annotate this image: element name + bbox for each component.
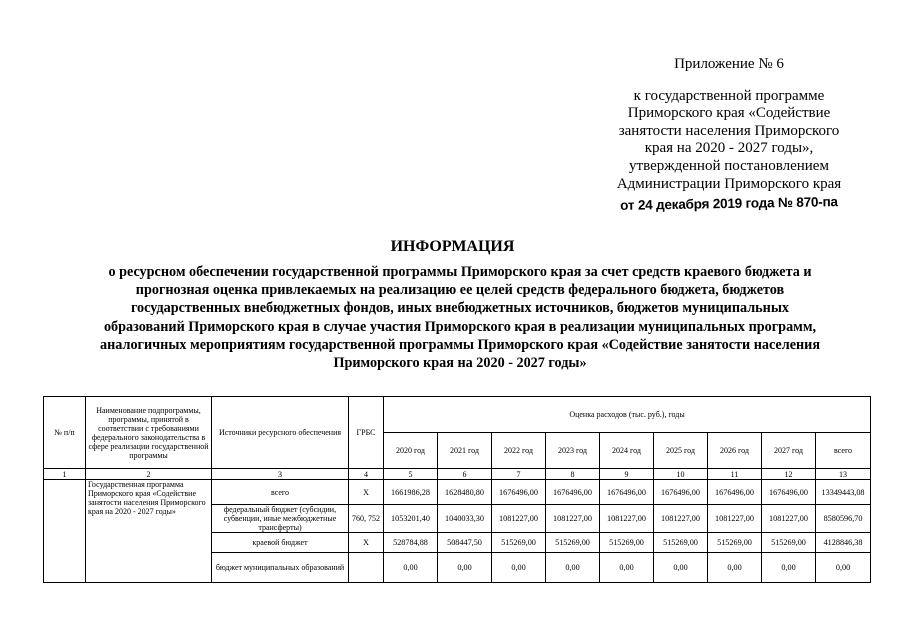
total-cell: 0,00	[816, 553, 871, 583]
column-index: 13	[816, 469, 871, 480]
value-cell: 0,00	[654, 553, 708, 583]
column-index: 6	[438, 469, 492, 480]
grbs-cell: X	[349, 533, 384, 553]
approval-block	[604, 56, 854, 213]
column-index: 1	[44, 469, 86, 480]
row-number-cell	[44, 480, 86, 583]
value-cell: 0,00	[600, 553, 654, 583]
document-title: ИНФОРМАЦИЯ	[390, 238, 515, 255]
value-cell: 515269,00	[708, 533, 762, 553]
column-index: 5	[384, 469, 438, 480]
approval-line: занятости населения Приморского	[618, 122, 840, 139]
value-cell: 515269,00	[546, 533, 600, 553]
value-cell: 515269,00	[654, 533, 708, 553]
resource-table	[43, 396, 871, 583]
header-year: 2024 год	[600, 433, 654, 469]
grbs-cell: X	[349, 480, 384, 505]
column-index: 8	[546, 469, 600, 480]
column-index: 3	[212, 469, 349, 480]
approval-date-stamp: от 24 декабря 2019 года № 870-па	[620, 194, 838, 214]
header-name: Наименование подпрограммы, программы, принятой в соответствии с требованиями федерального законодательства в сфере реализации государственной программы	[86, 397, 212, 469]
table-row	[44, 480, 871, 505]
column-index: 9	[600, 469, 654, 480]
grbs-cell	[349, 553, 384, 583]
value-cell: 0,00	[546, 553, 600, 583]
column-index: 4	[349, 469, 384, 480]
header-source: Источники ресурсного обеспечения	[212, 397, 349, 469]
source-cell: всего	[212, 480, 349, 505]
value-cell: 0,00	[492, 553, 546, 583]
value-cell: 1676496,00	[762, 480, 816, 505]
value-cell: 0,00	[438, 553, 492, 583]
value-cell: 1676496,00	[492, 480, 546, 505]
header-row	[44, 397, 871, 433]
value-cell: 1081227,00	[654, 505, 708, 533]
value-cell: 1081227,00	[546, 505, 600, 533]
value-cell: 515269,00	[762, 533, 816, 553]
document-subtitle: о ресурсном обеспечении государственной программы Приморского края за счет средств краевого бюджета и прогнозная оценка привлекаемых на реализацию ее целей средств федерального бюджета, бюджетов государственных внебюджетных фондов, иных внебюджетных источников, бюджетов муниципальных образований Приморского края в случае участия Приморского края в реализации муниципальных программ, аналогичных мероприятиям государственной программы Приморского края «Содействие занятости населения Приморского края на 2020 - 2027 годы»	[100, 264, 821, 372]
column-index: 2	[86, 469, 212, 480]
approval-line: края на 2020 - 2027 годы»,	[644, 140, 814, 157]
header-estimate: Оценка расходов (тыс. руб.), годы	[384, 397, 871, 433]
value-cell: 1040033,30	[438, 505, 492, 533]
appendix-number: Приложение № 6	[674, 56, 784, 72]
value-cell: 1053201,40	[384, 505, 438, 533]
total-cell: 4128846,38	[816, 533, 871, 553]
value-cell: 528784,88	[384, 533, 438, 553]
approval-line: к государственной программе	[633, 87, 825, 104]
header-grbs: ГРБС	[349, 397, 384, 469]
header-year: 2026 год	[708, 433, 762, 469]
approval-line: Администрации Приморского края	[616, 175, 842, 192]
value-cell: 1081227,00	[708, 505, 762, 533]
column-index: 7	[492, 469, 546, 480]
value-cell: 1081227,00	[762, 505, 816, 533]
value-cell: 1661986,28	[384, 480, 438, 505]
source-cell: федеральный бюджет (субсидии, субвенции, иные межбюджетные трансферты)	[212, 505, 349, 533]
value-cell: 1676496,00	[546, 480, 600, 505]
grbs-cell: 760, 752	[349, 505, 384, 533]
value-cell: 1081227,00	[600, 505, 654, 533]
header-year: 2022 год	[492, 433, 546, 469]
value-cell: 0,00	[762, 553, 816, 583]
total-cell: 8580596,70	[816, 505, 871, 533]
column-index-row	[44, 469, 871, 480]
header-num: № п/п	[44, 397, 86, 469]
value-cell: 515269,00	[600, 533, 654, 553]
header-year: 2021 год	[438, 433, 492, 469]
total-cell: 13349443,08	[816, 480, 871, 505]
value-cell: 1676496,00	[654, 480, 708, 505]
header-year: 2025 год	[654, 433, 708, 469]
header-year: 2023 год	[546, 433, 600, 469]
column-index: 12	[762, 469, 816, 480]
column-index: 11	[708, 469, 762, 480]
value-cell: 515269,00	[492, 533, 546, 553]
value-cell: 508447,50	[438, 533, 492, 553]
value-cell: 0,00	[384, 553, 438, 583]
approval-line: утвержденной постановлением	[629, 157, 829, 174]
source-cell: бюджет муниципальных образований	[212, 553, 349, 583]
column-index: 10	[654, 469, 708, 480]
program-name-cell: Государственная программа Приморского края «Содействие занятости населения Приморского края на 2020 - 2027 годы»	[86, 480, 212, 583]
header-total: всего	[816, 433, 871, 469]
value-cell: 0,00	[708, 553, 762, 583]
header-year: 2020 год	[384, 433, 438, 469]
source-cell: краевой бюджет	[212, 533, 349, 553]
value-cell: 1081227,00	[492, 505, 546, 533]
value-cell: 1676496,00	[708, 480, 762, 505]
header-year: 2027 год	[762, 433, 816, 469]
value-cell: 1676496,00	[600, 480, 654, 505]
approval-line: Приморского края «Содействие	[627, 105, 831, 122]
value-cell: 1628480,80	[438, 480, 492, 505]
